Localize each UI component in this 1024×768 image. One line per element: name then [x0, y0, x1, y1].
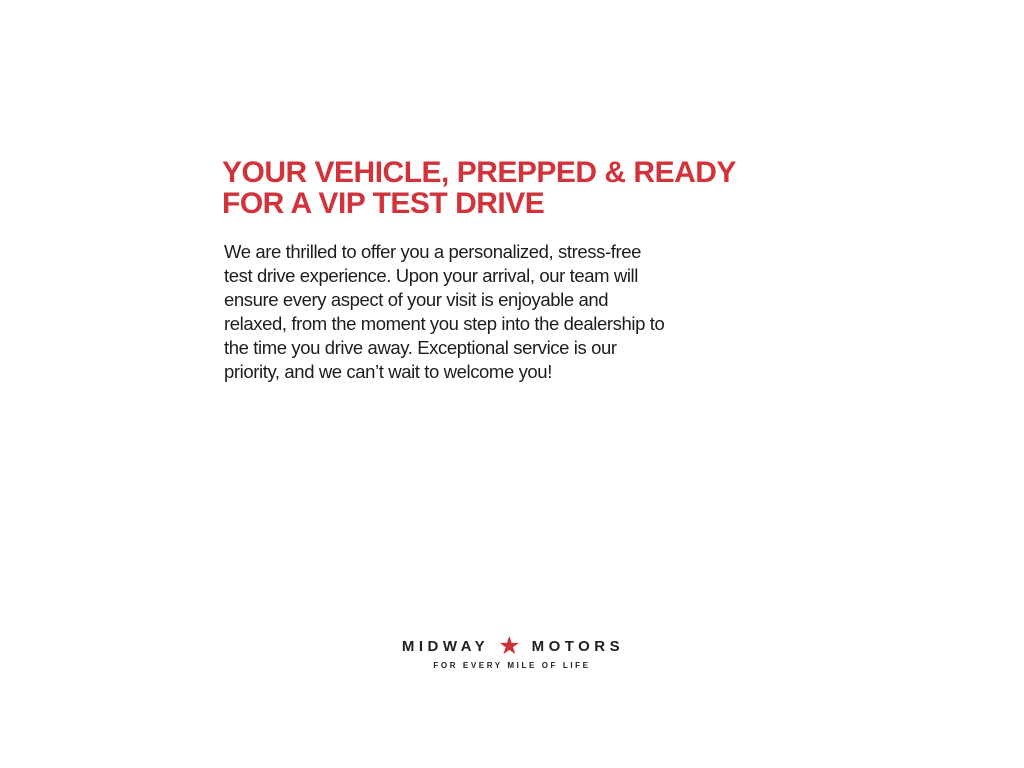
body-line: We are thrilled to offer you a personalized, stress-free — [224, 241, 642, 262]
logo-word-motors: MOTORS — [531, 637, 625, 655]
body-line: priority, and we can’t wait to welcome you! — [224, 361, 552, 382]
body-paragraph — [224, 240, 664, 384]
logo-word-midway: MIDWAY — [401, 637, 490, 655]
body-line: test drive experience. Upon your arrival, our team will — [224, 265, 638, 286]
headline-line-1: YOUR VEHICLE, PREPPED & READY — [222, 156, 736, 189]
body-line: relaxed, from the moment you step into the dealership to — [224, 313, 665, 334]
body-line: the time you drive away. Exceptional service is our — [224, 337, 617, 358]
logo-tagline: FOR EVERY MILE OF LIFE — [433, 661, 591, 670]
page-title — [222, 157, 736, 219]
star-icon: ★ — [498, 631, 521, 660]
body-line: ensure every aspect of your visit is enjoyable and — [224, 289, 609, 310]
headline-line-2: FOR A VIP TEST DRIVE — [222, 187, 545, 220]
logo-wordmark — [400, 631, 625, 660]
midway-motors-logo — [0, 631, 1024, 670]
